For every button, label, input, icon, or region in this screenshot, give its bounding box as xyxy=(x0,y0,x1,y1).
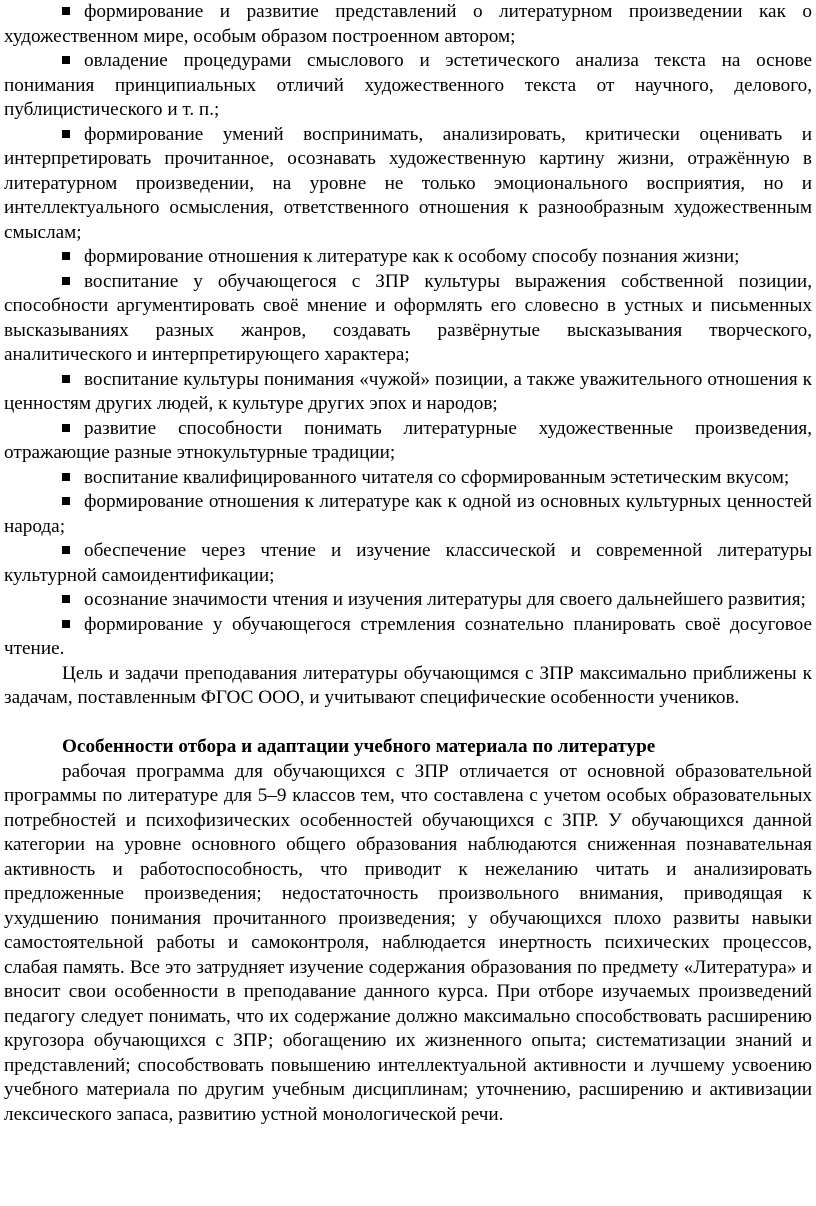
list-item xyxy=(4,466,812,491)
list-item-text: формирование и развитие представлений о литературном произведении как о художественном мире, особым образом построенном автором; xyxy=(4,1,812,47)
list-item-text: формирование отношения к литературе как к особому способу познания жизни; xyxy=(84,246,740,267)
list-item xyxy=(4,0,812,49)
square-bullet-icon xyxy=(62,497,70,505)
square-bullet-icon xyxy=(62,56,70,64)
list-item xyxy=(4,490,812,539)
list-item xyxy=(4,588,812,613)
document-page xyxy=(4,0,812,1127)
square-bullet-icon xyxy=(62,252,70,260)
section-heading: Особенности отбора и адаптации учебного материала по литературе xyxy=(62,736,656,757)
list-item-text: формирование у обучающегося стремления сознательно планировать своё досуговое чтение. xyxy=(4,613,812,659)
list-item-text: формирование отношения к литературе как к одной из основных культурных ценностей народа; xyxy=(4,491,812,537)
list-item xyxy=(4,613,812,662)
goals-bullet-list xyxy=(4,0,812,662)
list-item xyxy=(4,417,812,466)
list-item-text: овладение процедурами смыслового и эстетического анализа текста на основе понимания принципиальных отличий художественного текста от научного, делового, публицистического и т. п.; xyxy=(4,50,812,120)
list-item xyxy=(4,245,812,270)
list-item-text: осознание значимости чтения и изучения литературы для своего дальнейшего развития; xyxy=(84,589,806,610)
list-item-text: обеспечение через чтение и изучение классической и современной литературы культурной самоидентификации; xyxy=(4,540,812,586)
square-bullet-icon xyxy=(62,375,70,383)
list-item xyxy=(4,49,812,123)
square-bullet-icon xyxy=(62,595,70,603)
square-bullet-icon xyxy=(62,130,70,138)
list-item-text: формирование умений воспринимать, анализировать, критически оценивать и интерпретировать прочитанное, осознавать художественную картину жизни, отражённую в литературном произведении, на уровне не только эмоционального восприятия, но и интеллектуального осмысления, ответственного отношения к разнообразным художественным смыслам; xyxy=(4,123,812,243)
list-item xyxy=(4,368,812,417)
list-item xyxy=(4,270,812,368)
square-bullet-icon xyxy=(62,473,70,481)
square-bullet-icon xyxy=(62,424,70,432)
square-bullet-icon xyxy=(62,7,70,15)
list-item-text: воспитание квалифицированного читателя со сформированным эстетическим вкусом; xyxy=(84,466,790,488)
blank-line xyxy=(4,711,812,736)
list-item xyxy=(4,539,812,588)
list-item-text: развитие способности понимать литературные художественные произведения, отражающие разные этнокультурные традиции; xyxy=(4,417,812,463)
list-item xyxy=(4,123,812,246)
goal-paragraph: Цель и задачи преподавания литературы обучающимся с ЗПР максимально приближены к задачам, поставленным ФГОС ООО, и учитывают специфические особенности учеников. xyxy=(4,662,812,708)
list-item-text: воспитание культуры понимания «чужой» позиции, а также уважительного отношения к ценностям других людей, к культуре других эпох и народов; xyxy=(4,368,812,414)
square-bullet-icon xyxy=(62,277,70,285)
section-paragraph: рабочая программа для обучающихся с ЗПР отличается от основной образовательной программы по литературе для 5–9 классов тем, что составлена с учетом особых образовательных потребностей и психофизических особенностей обучающихся с ЗПР. У обучающихся данной категории на уровне основного общего образования наблюдаются сниженная познавательная активность и работоспособность, что приводит к нежеланию читать и анализировать предложенные произведения; недостаточность произвольного внимания, приводящая к ухудшению понимания прочитанного произведения; у обучающихся плохо развиты навыки самостоятельной работы и самоконтроля, наблюдается инертность психических процессов, слабая память. Все это затрудняет изучение содержания образования по предмету «Литература» и вносит свои особенности в преподавание данного курса. При отборе изучаемых произведений педагогу следует понимать, что их содержание должно максимально способствовать расширению кругозора обучающихся с ЗПР; обогащению их жизненного опыта; систематизации знаний и представлений; способствовать повышению интеллектуальной активности и лучшему усвоению учебного материала по другим учебным дисциплинам; уточнению, расширению и активизации лексического запаса, развитию устной монологической речи. xyxy=(4,760,812,1125)
square-bullet-icon xyxy=(62,546,70,554)
list-item-text: воспитание у обучающегося с ЗПР культуры выражения собственной позиции, способности аргументировать своё мнение и оформлять его словесно в устных и письменных высказываниях разных жанров, создавать развёрнутые высказывания творческого, аналитического и интерпретирующего характера; xyxy=(4,270,812,365)
square-bullet-icon xyxy=(62,620,70,628)
